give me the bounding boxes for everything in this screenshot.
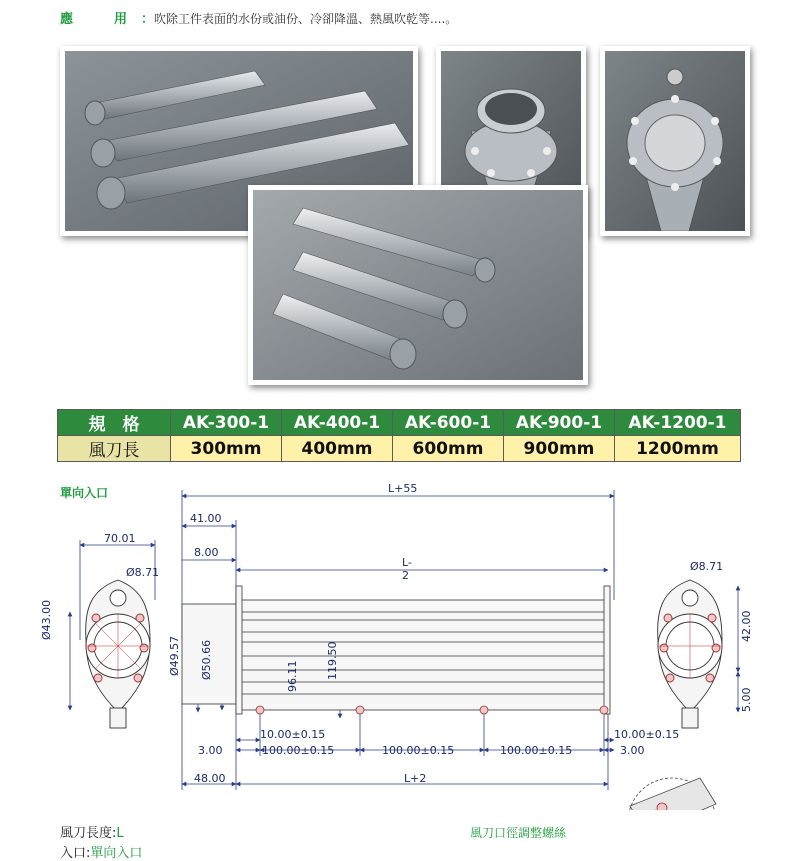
- dim-41: 41.00: [190, 512, 222, 525]
- dim-10-right: 10.00±0.15: [614, 728, 680, 741]
- application-text: 吹除工件表面的水份或油份、冷卻降溫、熱風吹乾等....。: [154, 12, 458, 26]
- spec-model: AK-900-1: [503, 410, 614, 436]
- spec-length: 900mm: [503, 436, 614, 462]
- dim-8: 8.00: [194, 546, 219, 559]
- dim-100-c: 100.00±0.15: [500, 744, 573, 757]
- dim-5066: Ø50.66: [200, 639, 213, 680]
- dim-l-minus-2: L-2: [402, 556, 412, 582]
- dim-10-left: 10.00±0.15: [260, 728, 326, 741]
- drawing-title: 單向入口: [60, 486, 109, 500]
- spec-model: AK-600-1: [392, 410, 503, 436]
- dim-42: 42.00: [740, 610, 753, 642]
- spec-table: [57, 409, 741, 462]
- spec-model: AK-1200-1: [614, 410, 740, 436]
- spec-header-row: [58, 410, 741, 436]
- spec-row-label: 風刀長: [58, 436, 171, 462]
- dim-3-right: 3.00: [620, 744, 645, 757]
- spec-header-label: 規 格: [58, 410, 171, 436]
- side-view-body: [182, 586, 610, 714]
- spec-model: AK-400-1: [281, 410, 392, 436]
- legend-length-value: L: [116, 826, 124, 841]
- dim-total: L+55: [388, 482, 418, 495]
- dim-871-right: Ø8.71: [690, 560, 724, 573]
- technical-drawing: [0, 470, 800, 810]
- application-label: 應 用: [60, 12, 142, 27]
- application-line: [60, 8, 457, 27]
- dim-70: 70.01: [104, 532, 136, 545]
- application-colon: ：: [141, 12, 155, 27]
- spec-length-row: [58, 436, 741, 462]
- dim-3-left: 3.00: [198, 744, 223, 757]
- dim-11950: 119.50: [326, 641, 339, 680]
- spec-length: 1200mm: [614, 436, 740, 462]
- dim-9611: 96.11: [286, 660, 299, 692]
- photo-air-knives-angled: [248, 185, 588, 385]
- legend-length-label: 風刀長度:: [60, 826, 117, 841]
- dim-871-left: Ø8.71: [126, 566, 160, 579]
- spec-model: AK-300-1: [171, 410, 282, 436]
- photo-inlet-flange: [600, 46, 750, 236]
- dim-43: Ø43.00: [40, 599, 53, 640]
- dim-l-plus-2: L+2: [404, 772, 427, 785]
- legend-inlet-value: 單向入口: [90, 846, 143, 861]
- dim-5: 5.00: [740, 687, 753, 712]
- spec-length: 600mm: [392, 436, 503, 462]
- dim-48: 48.00: [194, 772, 226, 785]
- spec-length: 300mm: [171, 436, 282, 462]
- legend-inlet: [60, 842, 142, 861]
- dim-100-b: 100.00±0.15: [382, 744, 455, 757]
- spec-length: 400mm: [281, 436, 392, 462]
- dim-4957: Ø49.57: [168, 635, 181, 676]
- legend-length: [60, 822, 124, 841]
- detail-circle: [560, 778, 716, 810]
- dim-100-a: 100.00±0.15: [262, 744, 335, 757]
- callout-adjust-screw: 風刀口徑調整螺絲: [470, 826, 567, 840]
- legend-inlet-label: 入口:: [60, 846, 91, 861]
